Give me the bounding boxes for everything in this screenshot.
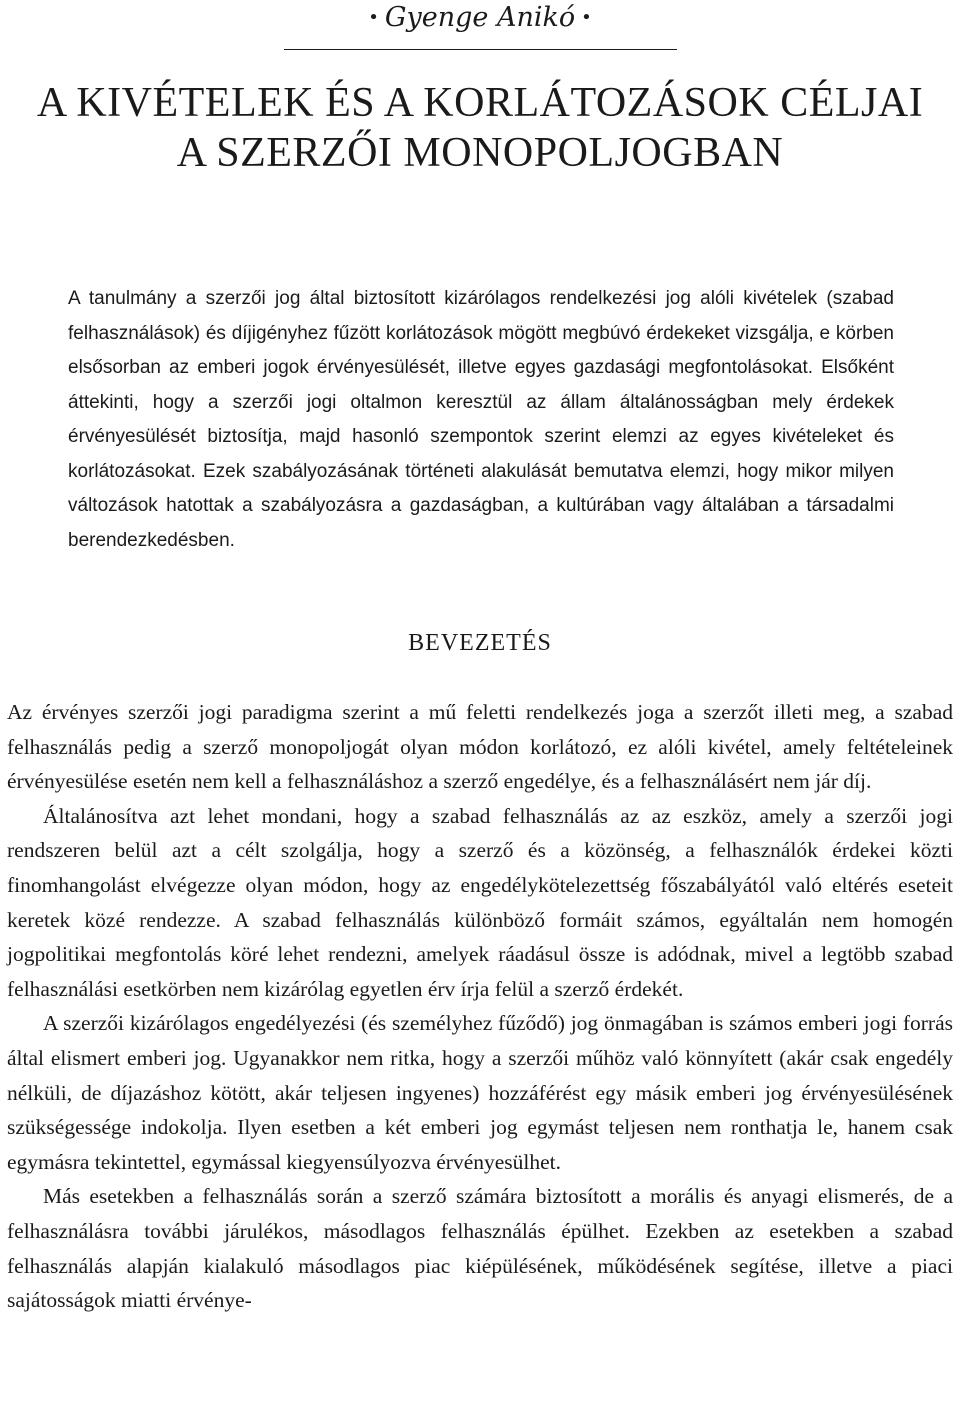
body-paragraph: A szerzői kizárólagos engedélyezési (és személyhez fűződő) jog önmagában is számos emberi jogi forrás által elismert emberi jog. Ugyanakkor nem ritka, hogy a szerzői műhöz való könnyített (akár csak engedély nélküli, de díjazáshoz kötött, akár teljesen ingyenes) hozzáférést egy másik emberi jog érvényesülésének szükségessége indokolja. Ilyen esetben a két emberi jog egymást teljesen nem ronthatja le, hanem csak egymásra tekintettel, egymással kiegyensúlyozva érvényesülhet. xyxy=(7,1011,953,1174)
title-line-1: A KIVÉTELEK ÉS A KORLÁTOZÁSOK CÉLJAI xyxy=(36,80,924,126)
bullet-icon: • xyxy=(368,7,379,28)
body-paragraph: Az érvényes szerzői jogi paradigma szerint a mű feletti rendelkezés joga a szerzőt illeti meg, a szabad felhasználás pedig a szerző monopoljogát olyan módon korlátozó, ez alóli kivétel, amely feltételeinek érvényesülése esetén nem kell a felhasználáshoz a szerző engedélye, és a felhasználásért nem jár díj. xyxy=(7,700,953,794)
body-text xyxy=(7,695,953,1318)
author-underline xyxy=(284,49,677,50)
title-line-2: A SZERZŐI MONOPOLJOGBAN xyxy=(176,130,784,176)
author-line xyxy=(0,0,960,36)
author-name: Gyenge Anikó xyxy=(384,2,576,33)
body-paragraph: Általánosítva azt lehet mondani, hogy a szabad felhasználás az az eszköz, amely a szerzői jogi rendszeren belül azt a célt szolgálja, hogy a szerző és a közönség, a felhasználók érdekei közti finomhangolást elvégezze olyan módon, hogy az engedélykötelezettség főszabályától való eltérés eseteit keretek közé rendezze. A szabad felhasználás különböző formáit számos, egyáltalán nem homogén jogpolitikai megfontolás köré lehet rendezni, amelyek ráadásul össze is adódnak, mivel a legtöbb szabad felhasználási esetkörben nem kizárólag egyetlen érv írja felül a szerző érdekét. xyxy=(7,803,953,1001)
article-title xyxy=(0,78,960,178)
body-paragraph: Más esetekben a felhasználás során a szerző számára biztosított a morális és anyagi elismerés, de a felhasználásra további járulékos, másodlagos felhasználás épülhet. Ezekben az esetekben a szabad felhasználás alapján kialakuló másodlagos piac kiépülésének, működésének segítése, illetve a piaci sajátosságok miatti érvénye- xyxy=(7,1184,953,1313)
bullet-icon: • xyxy=(581,7,592,28)
abstract: A tanulmány a szerzői jog által biztosított kizárólagos rendelkezési jog alóli kivételek (szabad felhasználások) és díjigényhez fűzött korlátozások mögött megbúvó érdekeket vizsgálja, e körben elsősorban az emberi jogok érvényesülését, illetve egyes gazdasági megfontolásokat. Elsőként áttekinti, hogy a szerzői jogi oltalmon keresztül az állam általánosságban mely érdekek érvényesülését biztosítja, majd hasonló szempontok szerint elemzi az egyes kivételeket és korlátozásokat. Ezek szabályozásának történeti alakulását bemutatva elemzi, hogy mikor milyen változások hatottak a szabályozásra a gazdaságban, a kultúrában vagy általában a társadalmi berendezkedésben. xyxy=(68,288,894,551)
section-heading: BEVEZETÉS xyxy=(408,630,552,656)
